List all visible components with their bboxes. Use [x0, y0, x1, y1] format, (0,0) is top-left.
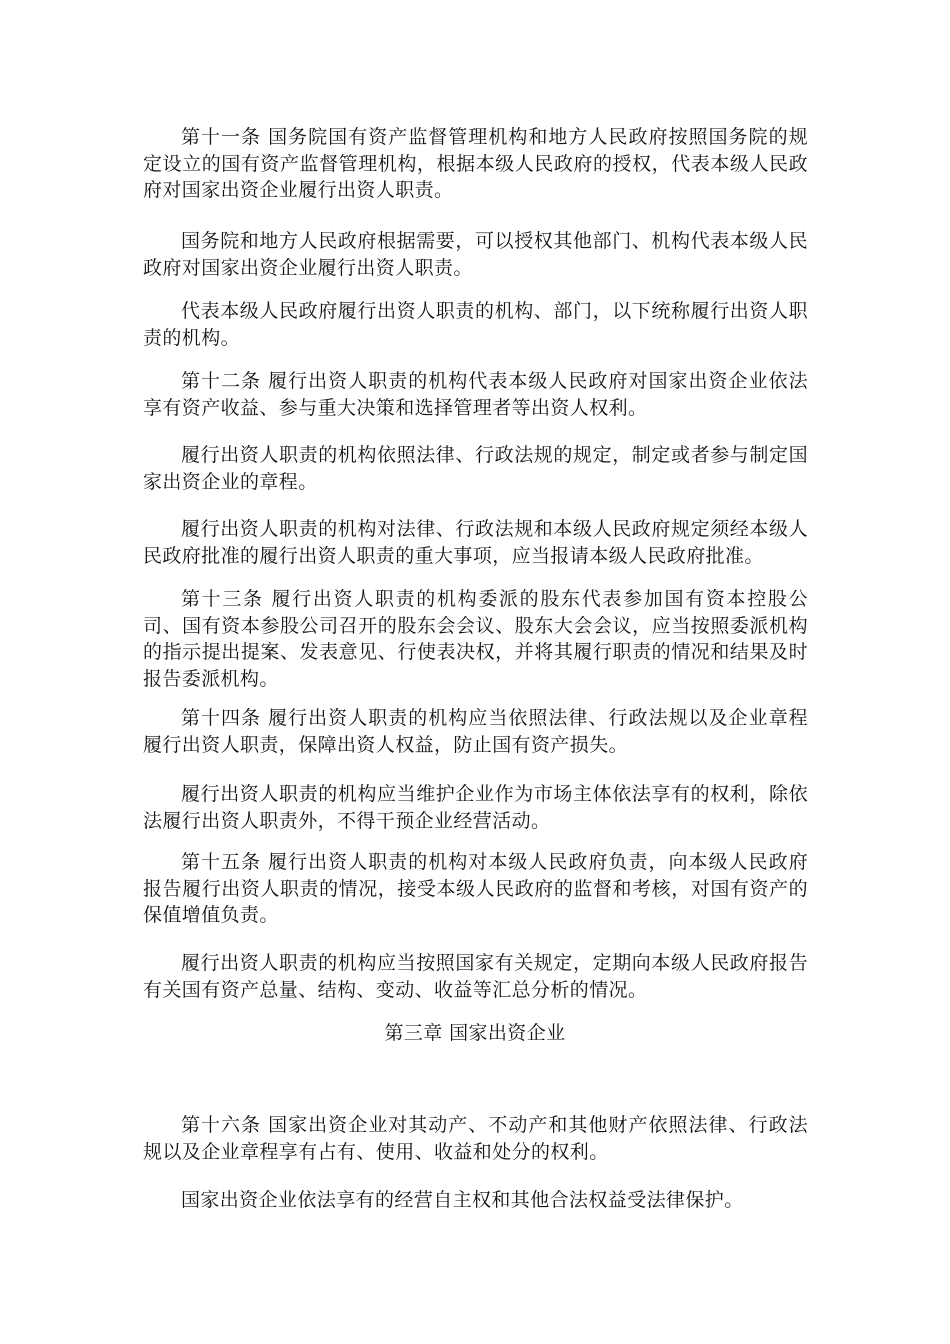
article-14-paragraph-2: 履行出资人职责的机构应当维护企业作为市场主体依法享有的权利，除依法履行出资人职责外，不得干预企业经营活动。: [143, 783, 808, 832]
article-13-paragraph: 第十三条 履行出资人职责的机构委派的股东代表参加国有资本控股公司、国有资本参股公司召开的股东会会议、股东大会会议，应当按照委派机构的指示提出提案、发表意见、行使表决权，并将其履行职责的情况和结果及时报告委派机构。: [143, 588, 808, 690]
article-12-paragraph: 第十二条 履行出资人职责的机构代表本级人民政府对国家出资企业依法享有资产收益、参与重大决策和选择管理者等出资人权利。: [143, 370, 808, 419]
article-14-paragraph: 第十四条 履行出资人职责的机构应当依照法律、行政法规以及企业章程履行出资人职责，保障出资人权益，防止国有资产损失。: [143, 707, 808, 756]
article-11-paragraph: 第十一条 国务院国有资产监督管理机构和地方人民政府按照国务院的规定设立的国有资产监督管理机构，根据本级人民政府的授权，代表本级人民政府对国家出资企业履行出资人职责。: [143, 126, 808, 201]
article-12-paragraph-3: 履行出资人职责的机构对法律、行政法规和本级人民政府规定须经本级人民政府批准的履行出资人职责的重大事项，应当报请本级人民政府批准。: [143, 518, 808, 567]
chapter-title: 第三章 国家出资企业: [384, 1022, 566, 1044]
article-16-paragraph-2: 国家出资企业依法享有的经营自主权和其他合法权益受法律保护。: [181, 1189, 744, 1211]
article-15-paragraph: 第十五条 履行出资人职责的机构对本级人民政府负责，向本级人民政府报告履行出资人职责的情况，接受本级人民政府的监督和考核，对国有资产的保值增值负责。: [143, 851, 808, 926]
article-11-paragraph-2: 国务院和地方人民政府根据需要，可以授权其他部门、机构代表本级人民政府对国家出资企业履行出资人职责。: [143, 230, 808, 279]
article-16-paragraph: 第十六条 国家出资企业对其动产、不动产和其他财产依照法律、行政法规以及企业章程享有占有、使用、收益和处分的权利。: [143, 1114, 808, 1163]
article-15-paragraph-2: 履行出资人职责的机构应当按照国家有关规定，定期向本级人民政府报告有关国有资产总量、结构、变动、收益等汇总分析的情况。: [143, 952, 808, 1001]
article-11-paragraph-3: 代表本级人民政府履行出资人职责的机构、部门，以下统称履行出资人职责的机构。: [143, 300, 808, 349]
article-12-paragraph-2: 履行出资人职责的机构依照法律、行政法规的规定，制定或者参与制定国家出资企业的章程。: [143, 444, 808, 493]
